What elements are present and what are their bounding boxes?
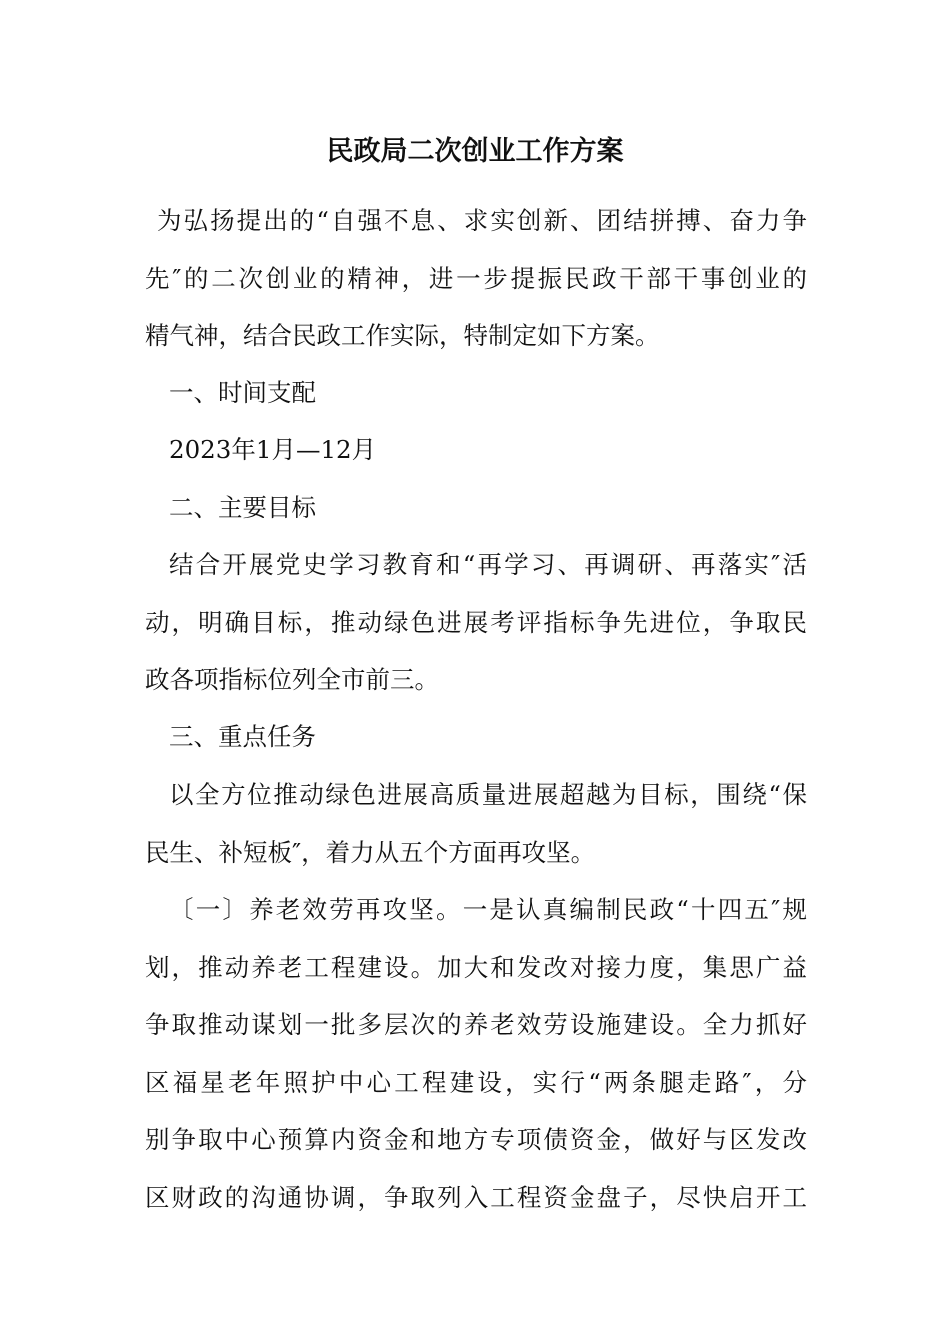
paragraph-intro [145, 192, 807, 365]
paragraph-line: 争取推动谋划一批多层次的养老效劳设施建设。全力抓好 [145, 1010, 807, 1039]
section-heading-text: 一、时间支配 [169, 378, 316, 407]
section-heading-time [145, 364, 807, 422]
paragraph-line: 区福星老年照护中心工程建设，实行“两条腿走路″，分 [145, 1067, 807, 1097]
paragraph-elderly-care [145, 881, 807, 1226]
paragraph-line: 先″的二次创业的精神，进一步提振民政干部干事创业的 [145, 263, 807, 293]
section-heading-tasks [145, 708, 807, 766]
section-heading-text: 二、主要目标 [169, 493, 316, 522]
paragraph-goals [145, 536, 807, 709]
paragraph-line: 结合开展党史学习教育和“再学习、再调研、再落实″活 [169, 550, 807, 579]
paragraph-line: 2023年1月—12月 [169, 435, 377, 464]
document-title: 民政局二次创业工作方案 [326, 136, 624, 167]
paragraph-line: 民生、补短板″，着力从五个方面再攻坚。 [145, 837, 596, 867]
paragraph-line: 政各项指标位列全市前三。 [145, 665, 439, 694]
paragraph-tasks-intro [145, 766, 807, 881]
section-heading-text: 三、重点任务 [169, 722, 316, 751]
paragraph-line: 以全方位推动绿色进展高质量进展超越为目标，围绕“保 [169, 780, 807, 809]
paragraph-line: 动，明确目标，推动绿色进展考评指标争先进位，争取民 [145, 607, 807, 637]
paragraph-line: 精气神，结合民政工作实际，特制定如下方案。 [145, 321, 660, 350]
paragraph-line: 划，推动养老工程建设。加大和发改对接力度，集思广益 [145, 952, 807, 982]
paragraph-line: 〔一〕养老效劳再攻坚。一是认真编制民政“十四五″规 [169, 895, 807, 924]
section-heading-goals [145, 479, 807, 537]
paragraph-date-range [145, 421, 807, 479]
paragraph-line: 为弘扬提出的“自强不息、求实创新、团结拼搏、奋力争 [157, 206, 807, 235]
paragraph-line: 区财政的沟通协调，争取列入工程资金盘子，尽快启开工 [145, 1182, 807, 1212]
paragraph-line: 别争取中心预算内资金和地方专项债资金，做好与区发改 [145, 1125, 807, 1154]
